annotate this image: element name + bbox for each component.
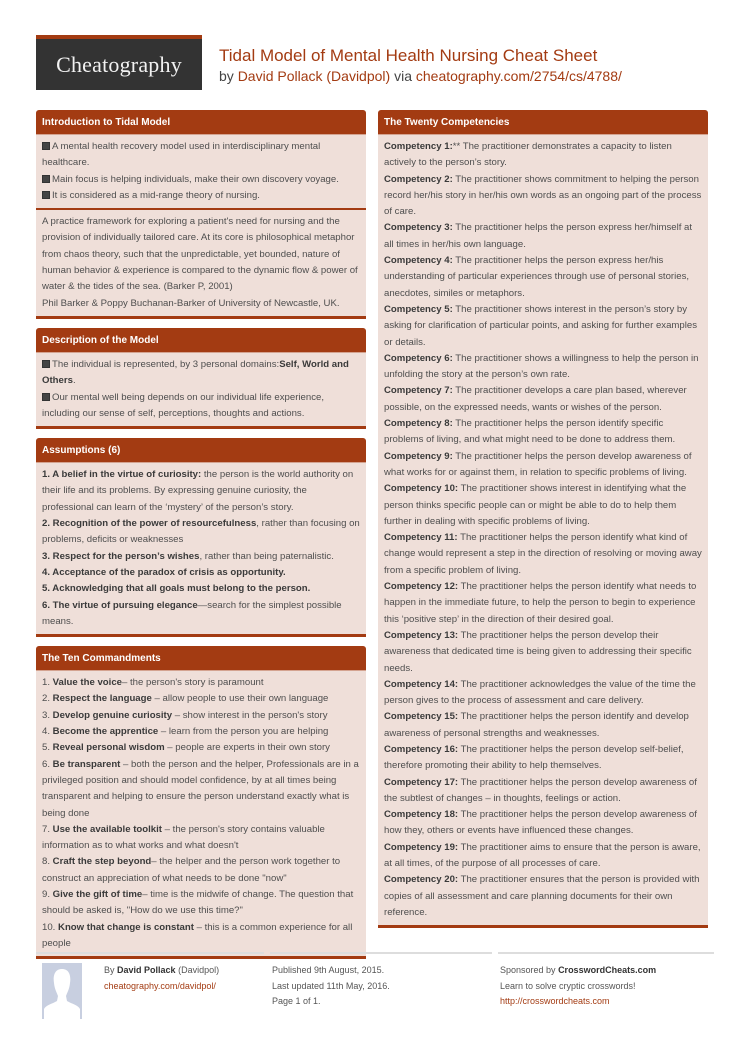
sponsor-info [500, 963, 714, 1010]
square-bullet-icon [42, 191, 50, 199]
assumption-item: 3. Respect for the person’s wishes, rather than being paternalistic. [42, 550, 334, 562]
competency-item: Competency 8: The practitioner helps the person identify specific problems of living, and what might need to be done to address them. [384, 418, 676, 446]
user-silhouette-icon [42, 963, 82, 1019]
section-title: Introduction to Tidal Model [36, 110, 366, 135]
square-bullet-icon [42, 393, 50, 401]
intro-bullets [36, 135, 366, 208]
competency-item: Competency 20: The practitioner ensures that the person is provided with copies of all assessment and care planning documents for their own reference. [384, 874, 700, 918]
commandment-item: 4. Become the apprentice – learn from the person you are helping [42, 726, 329, 738]
commandment-item: 9. Give the gift of time– time is the midwife of change. The question that should be asked is, "How do we use this time?" [42, 888, 354, 917]
sheet-header [219, 46, 622, 85]
section-title: The Twenty Competencies [378, 110, 708, 135]
section-twenty-competencies [378, 110, 708, 928]
updated-date: Last updated 11th May, 2016. [272, 980, 390, 991]
author-info [104, 963, 264, 994]
commandment-item: 7. Use the available toolkit – the person's story contains valuable information as to what works and what doesn't [42, 823, 325, 852]
sponsor-tagline: Learn to solve cryptic crosswords! [500, 980, 636, 991]
meta-info [272, 963, 492, 1010]
assumption-item: 2. Recognition of the power of resourcefulness, rather than focusing on problems, deficits or weaknesses [42, 518, 360, 546]
competency-item: Competency 14: The practitioner acknowledges the value of the time the person gives to the process of assessment and care delivery. [384, 678, 696, 707]
assumption-item: 5. Acknowledging that all goals must belong to the person. [42, 583, 311, 595]
sponsor-name: CrosswordCheats.com [558, 965, 657, 975]
section-ten-commandments [36, 646, 366, 959]
competency-item: Competency 11: The practitioner helps the person identify what kind of change would represent a step in the direction of resolving or moving away from a specific problem of living. [384, 532, 702, 576]
square-bullet-icon [42, 142, 50, 150]
square-bullet-icon [42, 175, 50, 183]
description-body [36, 353, 366, 426]
by-label: by [219, 68, 234, 84]
competency-item: Competency 6: The practitioner shows a willingness to help the person in unfolding the story at the person’s own rate. [384, 352, 699, 381]
sponsor-link[interactable]: http://crosswordcheats.com [500, 996, 610, 1006]
section-title: Assumptions (6) [36, 438, 366, 463]
competency-item: Competency 5: The practitioner shows interest in the person’s story by asking for clarification of particular points, and asking for further examples or details. [384, 303, 698, 348]
byline [219, 67, 622, 85]
commandment-item: 5. Reveal personal wisdom – people are experts in their own story [42, 742, 330, 754]
competency-item: Competency 12: The practitioner helps the person identify what needs to happen in the immediate future, to help the person to begin to experience this ‘positive step’ in the direction of their desired goal. [384, 581, 697, 625]
footer-author [36, 952, 264, 994]
footer-meta [270, 952, 492, 1010]
sheet-url-link[interactable]: cheatography.com/2754/cs/4788/ [415, 68, 622, 84]
competency-item: Competency 10: The practitioner shows interest in identifying what the person thinks specific people can or might be able to do to help them further in dealing with specific problems of living. [384, 483, 687, 527]
competency-item: Competency 15: The practitioner helps the person identify and develop awareness of personal strengths and weaknesses. [384, 711, 689, 739]
competency-item: Competency 19: The practitioner aims to ensure that the person is aware, at all times, of the purpose of all processes of care. [384, 841, 701, 870]
commandment-item: 6. Be transparent – both the person and the helper, Professionals are in a privileged position and should model confidence, by at all times being transparent and helping to ensure the person understand exactly what is being done [42, 758, 359, 819]
assumption-item: 4. Acceptance of the paradox of crisis as opportunity. [42, 566, 286, 578]
section-title: Description of the Model [36, 328, 366, 353]
bullet-item: The individual is represented, by 3 personal domains:Self, World and Others. [42, 358, 349, 387]
competency-item: Competency 7: The practitioner develops a care plan based, wherever possible, on the expressed needs, wants or wishes of the person. [384, 385, 687, 413]
competency-item: Competency 2: The practitioner shows commitment to helping the person record her/his story in her/his own words as an ongoing part of the process of care. [384, 173, 702, 218]
commandment-item: 2. Respect the language – allow people to use their own language [42, 693, 329, 705]
assumptions-list [36, 463, 366, 634]
assumption-item: 6. The virtue of pursuing elegance—search for the simplest possible means. [42, 599, 342, 627]
sponsor-line: Sponsored by CrosswordCheats.com [500, 965, 657, 975]
cheatography-logo[interactable] [36, 35, 202, 90]
author-line: By David Pollack (Davidpol) [104, 965, 220, 975]
competency-item: Competency 16: The practitioner helps the person develop self-belief, therefore promoting their ability to help themselves. [384, 743, 684, 772]
section-assumptions [36, 438, 366, 637]
bullet-item: Our mental well being depends on our individual life experience, including our sense of self, perceptions, thoughts and actions. [42, 391, 324, 419]
right-column [378, 110, 708, 937]
commandments-list [36, 671, 366, 956]
author-link[interactable]: David Pollack (Davidpol) [237, 68, 391, 84]
square-bullet-icon [42, 360, 50, 368]
section-description [36, 328, 366, 429]
bullet-item: A mental health recovery model used in interdisciplinary mental healthcare. [42, 141, 321, 169]
via-label: via [394, 68, 412, 84]
bullet-item: Main focus is helping individuals, make their own discovery voyage. [42, 172, 360, 188]
published-date: Published 9th August, 2015. [272, 965, 385, 975]
avatar[interactable] [42, 963, 82, 1019]
commandment-item: 10. Know that change is constant – this is a common experience for all people [42, 921, 353, 949]
intro-credit: Phil Barker & Poppy Buchanan-Barker of University of Newcastle, UK. [42, 297, 340, 309]
commandment-item: 3. Develop genuine curiosity – show interest in the person's story [42, 709, 328, 721]
section-introduction [36, 110, 366, 319]
page-number: Page 1 of 1. [272, 996, 321, 1006]
competency-item: Competency 9: The practitioner helps the person develop awareness of what works for or against them, in relation to specific problems of living. [384, 450, 692, 478]
commandment-item: 8. Craft the step beyond– the helper and the person work together to construct an appreciation of what needs to be done "now" [42, 856, 341, 884]
competency-item: Competency 13: The practitioner helps the person develop their awareness that dedicated time is being given to addressing their specific needs. [384, 629, 692, 674]
assumption-item: 1. A belief in the virtue of curiosity: the person is the world authority on their life and its problems. By expressing genuine curiosity, the professional can learn of the ‘mystery’ of the person’s story. [42, 469, 354, 513]
competency-item: Competency 18: The practitioner helps the person develop awareness of how they, others or events have influenced these changes. [384, 809, 697, 837]
competency-item: Competency 4: The practitioner helps the person express her/his understanding of particular experiences through use of personal stories, anecdotes, similes or metaphors. [384, 255, 690, 299]
bullet-item: It is considered as a mid-range theory of nursing. [42, 188, 360, 204]
competency-item: Competency 17: The practitioner helps the person develop awareness of the subtlest of changes – in thoughts, feelings or action. [384, 776, 697, 804]
page-title: Tidal Model of Mental Health Nursing Cheat Sheet [219, 46, 598, 65]
commandment-item: 1. Value the voice– the person's story is paramount [42, 677, 264, 689]
footer-sponsor [498, 952, 714, 1010]
author-handle: (Davidpol) [178, 965, 220, 975]
competency-item: Competency 3: The practitioner helps the person express her/himself at all times in her/his own language. [384, 222, 693, 250]
competencies-list [378, 135, 708, 925]
author-profile-link[interactable]: cheatography.com/davidpol/ [104, 980, 216, 991]
left-column [36, 110, 366, 968]
intro-description: A practice framework for exploring a patient's need for nursing and the provision of individually tailored care. At its core is philosophical metaphor from chaos theory, such that the unpredictable, yet bounded, nature of human behavior & experience is compared to the dynamic flow & power of water & the tides of the sea. (Barker P, 2001) [42, 216, 358, 293]
competency-item: Competency 1:** The practitioner demonstrates a capacity to listen actively to the person’s story. [384, 141, 672, 169]
author-name: David Pollack [117, 965, 176, 975]
logo-text: Cheatography [56, 51, 182, 77]
intro-paragraph [36, 208, 366, 316]
section-title: The Ten Commandments [36, 646, 366, 671]
